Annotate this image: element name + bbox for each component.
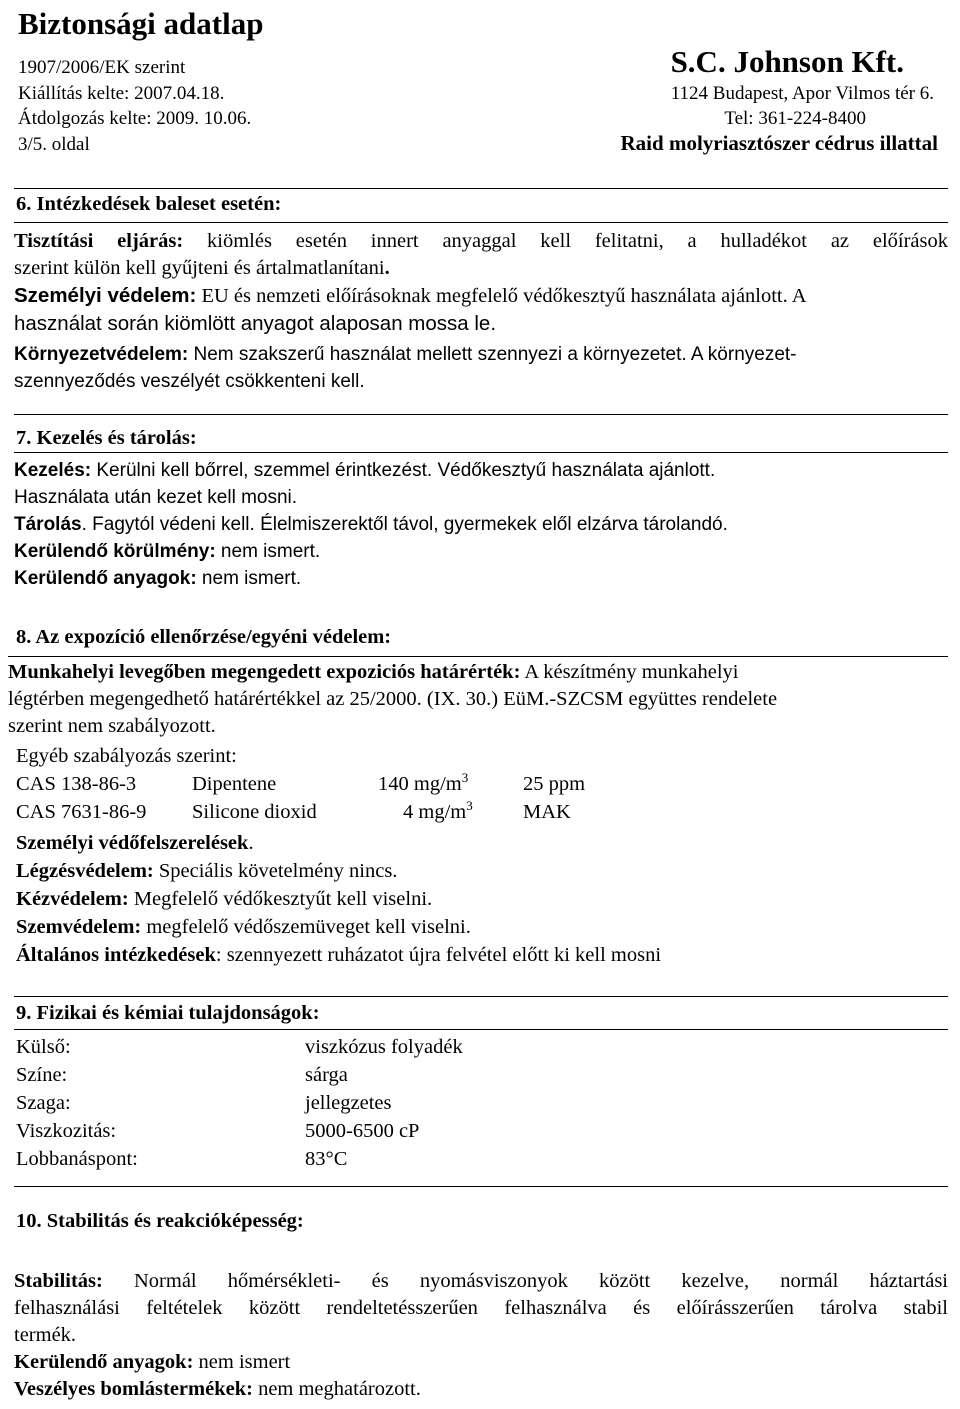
ppe	[16, 829, 950, 969]
personal-text-2: használat során kiömlött anyagot alaposan mossa le.	[14, 312, 497, 335]
divider	[14, 452, 948, 453]
exposure-limits	[8, 659, 942, 740]
substance-name: Silicone dioxid	[192, 801, 317, 823]
property-value: 5000-6500 cP	[305, 1120, 420, 1142]
company-address: 1124 Budapest, Apor Vilmos tér 6.	[670, 83, 934, 104]
limit-amount: 4 $mg/m^3$	[403, 798, 473, 823]
limit-label: Munkahelyi levegőben megengedett expoziciós határérték:	[8, 661, 521, 683]
cas-number: CAS 7631-86-9	[16, 801, 147, 823]
stability-text-3: termék.	[14, 1324, 77, 1346]
cleaning-procedure	[14, 228, 948, 282]
limit-amount: 140 $mg/m^3$	[378, 770, 469, 795]
stability-label: Stabilitás:	[14, 1270, 103, 1292]
limit-value: 25 ppm	[523, 773, 586, 795]
handling-text-2: Használata után kezet kell mosni.	[14, 487, 298, 508]
handling-label: Kezelés:	[14, 460, 92, 481]
personal-text-1: EU és nemzeti előírásoknak megfelelő védőkesztyű használata ajánlott. A	[196, 285, 807, 307]
cas-number: CAS 138-86-3	[16, 773, 137, 795]
divider	[14, 1186, 948, 1187]
property-label: Külső:	[16, 1036, 71, 1058]
property-row	[16, 1036, 463, 1059]
conditions-label: Kerülendő körülmény:	[14, 541, 216, 562]
property-value: jellegzetes	[305, 1092, 392, 1114]
property-value: sárga	[305, 1064, 348, 1086]
cleaning-text-1: kiömlés esetén innert anyaggal kell felitatni, a hulladékot az előírások	[183, 230, 948, 252]
other-regulation: Egyéb szabályozás szerint:	[16, 745, 237, 767]
personal-label: Személyi védelem:	[14, 284, 197, 307]
divider	[14, 188, 948, 189]
handling-text-1: Kerülni kell bőrrel, szemmel érintkezést. Védőkesztyű használata ajánlott.	[91, 460, 716, 481]
conditions-text: nem ismert.	[215, 541, 321, 562]
limit-text-2: légtérben megengedhető határértékkel az 25/2000. (IX. 30.) EüM.-SZCSM együttes rendelete	[8, 688, 778, 710]
section-8-heading: 8. Az expozíció ellenőrzése/egyéni védelem:	[16, 626, 392, 648]
general-measures-label: Általános intézkedések	[16, 944, 216, 966]
limit-text-1: A készítmény munkahelyi	[520, 661, 739, 683]
section-7-heading: 7. Kezelés és tárolás:	[16, 427, 197, 449]
decomposition-label: Veszélyes bomlástermékek:	[14, 1378, 253, 1400]
revision-date: Átdolgozás kelte: 2009. 10.06.	[18, 108, 252, 129]
page-number: 3/5. oldal	[18, 134, 90, 155]
divider	[14, 996, 948, 997]
property-value: viszkózus folyadék	[305, 1036, 463, 1058]
cleaning-text-2: szerint külön kell gyűjteni és ártalmatlanítani	[14, 257, 385, 279]
handling	[14, 457, 948, 592]
limit-text-3: szerint nem szabályozott.	[8, 715, 216, 737]
property-label: Lobbanáspont:	[16, 1148, 138, 1170]
materials-label: Kerülendő anyagok:	[14, 568, 197, 589]
section-10-heading: 10. Stabilitás és reakcióképesség:	[16, 1210, 304, 1232]
environmental-protection	[14, 341, 948, 395]
property-row	[16, 1064, 348, 1087]
ppe-end: .	[248, 832, 254, 854]
section-9-heading: 9. Fizikai és kémiai tulajdonságok:	[16, 1002, 320, 1024]
personal-protection	[14, 282, 948, 337]
divider	[14, 414, 948, 415]
limit-value: MAK	[523, 801, 571, 823]
property-label: Szaga:	[16, 1092, 71, 1114]
cleaning-end: .	[384, 257, 390, 279]
respiratory-label: Légzésvédelem:	[16, 860, 154, 882]
stability	[14, 1268, 948, 1403]
product-name: Raid molyriasztószer cédrus illattal	[620, 131, 938, 155]
regulation: 1907/2006/EK szerint	[18, 57, 186, 78]
property-label: Színe:	[16, 1064, 68, 1086]
hand-protection-text: Megfelelő védőkesztyűt kell viselni.	[128, 888, 433, 910]
materials-text: nem ismert.	[196, 568, 302, 589]
stability-text-2: felhasználási feltételek között rendeltetésszerűen felhasználva és előírásszerűen tárolva stabil	[14, 1297, 948, 1319]
property-value: 83°C	[305, 1148, 348, 1170]
divider	[14, 1029, 948, 1030]
avoid-materials-label: Kerülendő anyagok:	[14, 1351, 194, 1373]
general-measures-text: : szennyezett ruházatot újra felvétel előtt ki kell mosni	[215, 944, 662, 966]
company-phone: Tel: 361-224-8400	[724, 108, 866, 129]
property-row	[16, 1120, 420, 1143]
ppe-label: Személyi védőfelszerelések	[16, 832, 249, 854]
issue-date: Kiállítás kelte: 2007.04.18.	[18, 83, 225, 104]
decomposition-text: nem meghatározott.	[252, 1378, 421, 1400]
env-text-2: szennyeződés veszélyét csökkenteni kell.	[14, 371, 365, 392]
stability-text-1: Normál hőmérsékleti- és nyomásviszonyok között kezelve, normál háztartási	[102, 1270, 948, 1292]
company-name: S.C. Johnson Kft.	[670, 44, 904, 79]
eye-protection-text: megfelelő védőszemüveget kell viselni.	[141, 916, 471, 938]
section-6-heading: 6. Intézkedések baleset esetén:	[16, 193, 282, 215]
hand-protection-label: Kézvédelem:	[16, 888, 129, 910]
property-label: Viszkozitás:	[16, 1120, 117, 1142]
divider	[14, 222, 948, 223]
property-row	[16, 1092, 392, 1115]
respiratory-text: Speciális követelmény nincs.	[153, 860, 398, 882]
env-label: Környezetvédelem:	[14, 344, 189, 365]
avoid-materials-text: nem ismert	[193, 1351, 291, 1373]
divider	[8, 656, 948, 657]
eye-protection-label: Szemvédelem:	[16, 916, 142, 938]
env-text-1: Nem szakszerű használat mellett szennyezi a környezetet. A környezet-	[188, 344, 797, 365]
property-row	[16, 1148, 348, 1171]
document-title: Biztonsági adatlap	[18, 6, 264, 41]
storage-text: . Fagytól védeni kell. Élelmiszerektől távol, gyermekek elől elzárva tárolandó.	[81, 514, 728, 535]
cleaning-label: Tisztítási eljárás:	[14, 230, 184, 252]
storage-label: Tárolás	[14, 514, 82, 535]
substance-name: Dipentene	[192, 773, 277, 795]
